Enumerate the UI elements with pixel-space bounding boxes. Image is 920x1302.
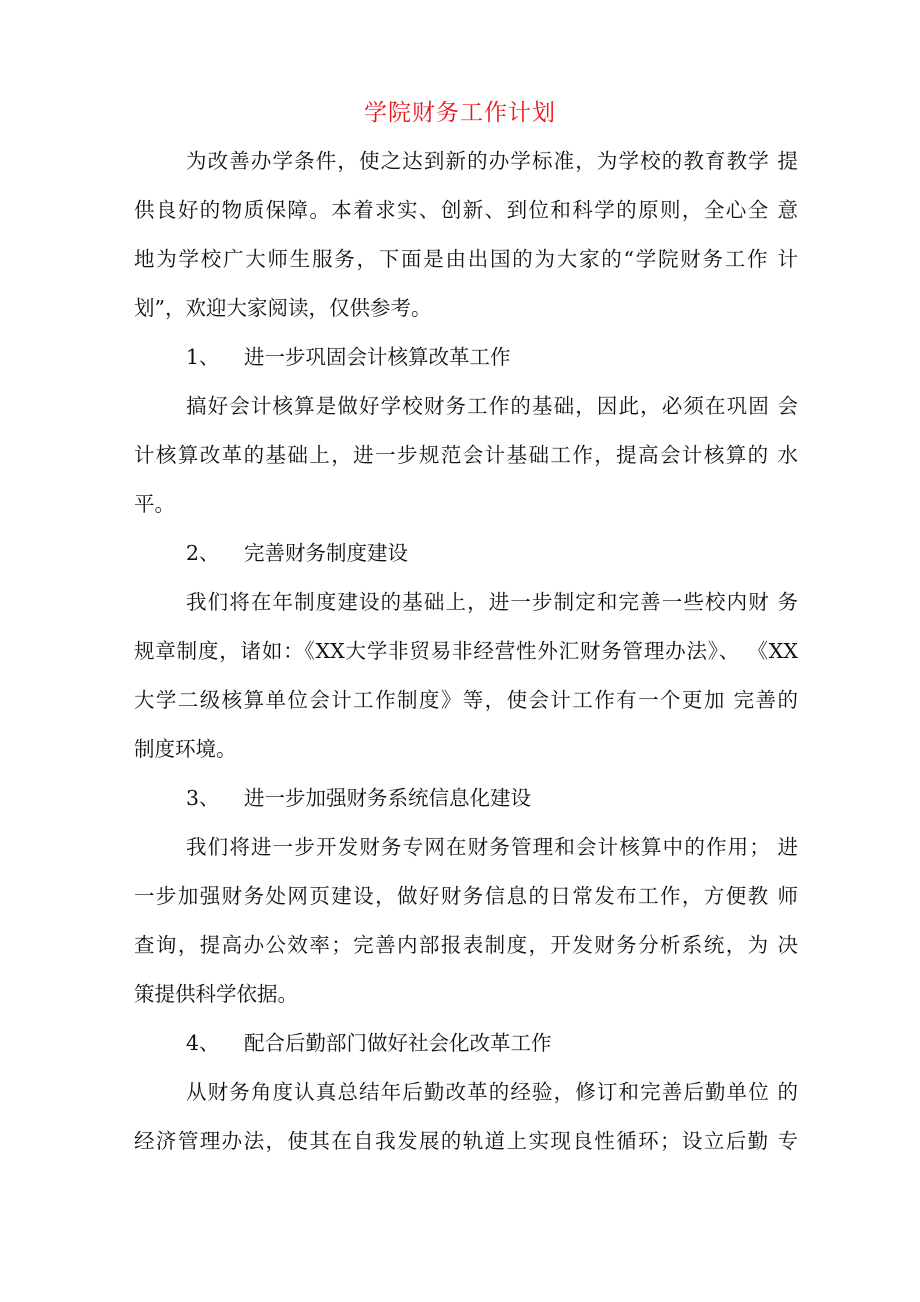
section-heading (186, 784, 531, 812)
paragraph-line: 经济管理办法，使其在自我发展的轨道上实现良性循环；设立后勤 专 (134, 1129, 798, 1153)
paragraph-line: 我们将在年制度建设的基础上，进一步制定和完善一些校内财 务 (186, 590, 798, 614)
section-number: 2、 (186, 541, 220, 565)
section-number: 3、 (186, 786, 220, 810)
paragraph-line: 划”，欢迎大家阅读，仅供参考。 (134, 296, 432, 320)
paragraph-line: 供良好的物质保障。本着求实、创新、到位和科学的原则，全心全 意 (134, 198, 798, 222)
section-heading-text: 配合后勤部门做好社会化改革工作 (244, 1031, 552, 1055)
paragraph-line: 搞好会计核算是做好学校财务工作的基础，因此，必须在巩固 会 (186, 394, 798, 418)
section-heading (186, 343, 511, 371)
section-number: 4、 (186, 1031, 220, 1055)
section-heading (186, 539, 408, 567)
paragraph-line: 平。 (134, 492, 175, 516)
paragraph-line: 大学二级核算单位会计工作制度》等，使会计工作有一个更加 完善的 (134, 688, 798, 712)
paragraph-line: 为改善办学条件，使之达到新的办学标准，为学校的教育教学 提 (186, 149, 798, 173)
document-title: 学院财务工作计划 (364, 100, 556, 126)
paragraph-line: 计核算改革的基础上，进一步规范会计基础工作，提高会计核算的 水 (134, 443, 798, 467)
section-number: 1、 (186, 345, 220, 369)
paragraph-line: 地为学校广大师生服务，下面是由出国的为大家的“学院财务工作 计 (134, 247, 798, 271)
paragraph-line: 从财务角度认真总结年后勤改革的经验，修订和完善后勤单位 的 (186, 1080, 798, 1104)
paragraph-line: 查询，提高办公效率；完善内部报表制度，开发财务分析系统，为 决 (134, 933, 798, 957)
section-heading-text: 进一步加强财务系统信息化建设 (244, 786, 531, 810)
paragraph-line: 一步加强财务处网页建设，做好财务信息的日常发布工作，方便教 师 (134, 884, 798, 908)
section-heading-text: 完善财务制度建设 (244, 541, 408, 565)
paragraph-line: 规章制度，诸如：《XX大学非贸易非经营性外汇财务管理办法》、 《XX (134, 639, 798, 663)
paragraph-line: 策提供科学依据。 (134, 982, 298, 1006)
section-heading (186, 1029, 552, 1057)
paragraph-line: 制度环境。 (134, 737, 237, 761)
paragraph-line: 我们将进一步开发财务专网在财务管理和会计核算中的作用； 进 (186, 835, 798, 859)
section-heading-text: 进一步巩固会计核算改革工作 (244, 345, 511, 369)
